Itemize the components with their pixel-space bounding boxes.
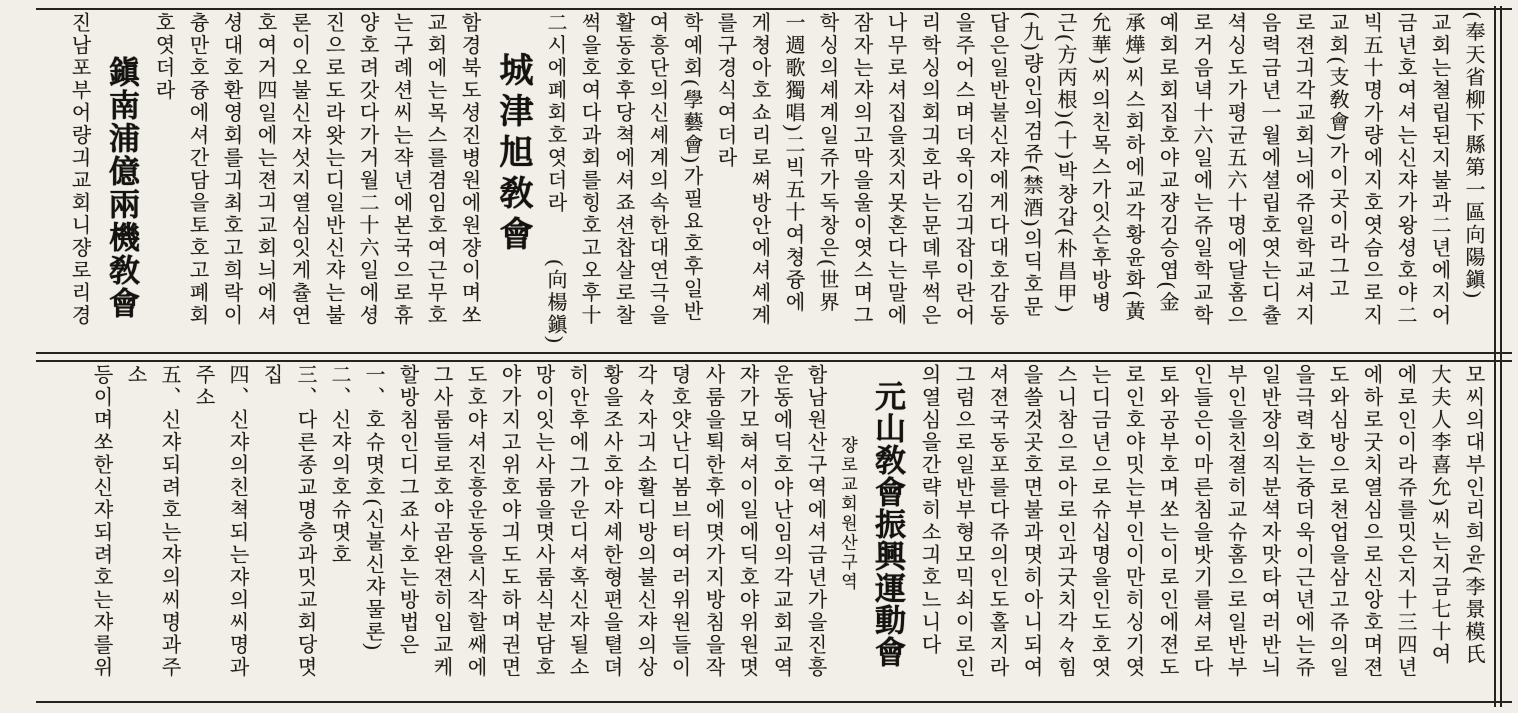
text-column: 교회(支敎會)가이곳이라그고 — [1326, 12, 1348, 301]
text-column: 토와공부호며쏘는이로인에젼도 — [1156, 364, 1178, 679]
text-column: 주소 — [192, 364, 214, 409]
text-column: 는디금년으로슈십명을인도호엿 — [1088, 364, 1110, 679]
text-column: 호여거四일에는젼긔교회늬에셔 — [254, 12, 276, 327]
right-edge-rule-inner — [1500, 6, 1502, 707]
text-column: 히안후에그가운디셔혹신쟈될소 — [566, 364, 588, 679]
text-column: 에로인이라쥬를밋은지十三四년 — [1394, 364, 1416, 679]
text-column: 음력금년一월에셜립호엿는디츌 — [1258, 12, 1280, 327]
text-column: 사룸을퇵한후에몃가지방침을작 — [702, 364, 724, 679]
text-column: (九)량인의검쥬(禁酒)의딕호문 — [1020, 12, 1042, 319]
text-column: 셔젼국동포를다쥬의인도홀지라 — [986, 364, 1008, 679]
section-divider-rule-lower — [36, 360, 1512, 362]
text-column: 承燁)씨스회하에교각황윤화(黃 — [1122, 12, 1144, 323]
text-column: 모씨의대부인리희윤(李景模氏 — [1462, 364, 1484, 666]
top-rule — [36, 8, 1512, 10]
text-column: 게쳥아호쇼리로쎠방안에셔셰계 — [748, 12, 770, 327]
text-column: 금년호여셔는신쟈가왕셩호야二 — [1394, 12, 1416, 327]
text-column: 一、호슈몃호(신불신쟈물론) — [362, 364, 384, 653]
text-column: 츙만호즁에셔간담을토호고폐회 — [186, 12, 208, 327]
text-column: 二、신쟈의호슈몃호 — [328, 364, 350, 567]
text-column: (奉天省柳下縣第一區向陽鎭) — [1462, 12, 1484, 301]
right-edge-rule-outer — [1494, 6, 1496, 707]
text-column: 그사룸들로호야곰완젼히입교케 — [430, 364, 452, 679]
text-column: 三、다른종교명층과밋교회당몃 — [294, 364, 316, 679]
text-column: 학싱의셰계일쥬가독창은(世界 — [816, 12, 838, 314]
text-column: 운동에딕호야난임의각교회교역 — [770, 364, 792, 679]
bottom-section — [52, 364, 1490, 700]
text-column: 도와심방으로쳔업을삼고쥬의일 — [1326, 364, 1348, 679]
text-column: 각々자긔소활디방의불신쟈의상 — [634, 364, 656, 679]
bottom-rule — [36, 701, 1512, 703]
text-column: 인들은이마른침을밧기를셔로다 — [1190, 364, 1212, 679]
text-column: 스니참으로아로인과굿치각々힘 — [1054, 364, 1076, 679]
text-column: 답은일반불신쟈에게다대호감동 — [986, 12, 1008, 327]
text-column: 함남원산구역에셔금년가을진흥 — [804, 364, 826, 679]
text-column: 大夫人李喜允)씨는지금七十여 — [1428, 364, 1450, 666]
text-column: 五、신쟈되려호는쟈의씨명과주 — [158, 364, 180, 679]
text-column: 근(方丙根)(十)박챵갑(朴昌甲) — [1054, 12, 1076, 315]
text-column: 여흥단의신셰계의속한대연극을 — [646, 12, 668, 327]
text-column: 쟈가모혀셔이일에딕호야위원몃 — [736, 364, 758, 679]
text-column: 셕싱도가평균五六十명에달홈으 — [1224, 12, 1246, 327]
text-column: 론이오불신쟈섯지열심잇게츌연 — [288, 12, 310, 327]
text-column: 망이잇는사룸을몃사룸식분담호 — [532, 364, 554, 679]
text-column: 부인을친졀히교슈홈으로일반부 — [1224, 364, 1246, 679]
text-column: 집 — [260, 364, 282, 387]
text-column: 을쓸것곳호면불과몃히아니되여 — [1020, 364, 1042, 679]
text-column: 야가지고위호야긔도도하며권면 — [498, 364, 520, 679]
text-column: 함경북도셩진병원에원쟝이며쏘 — [458, 12, 480, 327]
text-column: 소 — [124, 364, 146, 387]
text-column: 셩대호환영회를긔최호고희락이 — [220, 12, 242, 327]
text-column: 나무로셔집을짓지못혼다는말에 — [884, 12, 906, 327]
text-column: 리학싱의회긔호라는문뎨루썩은 — [918, 12, 940, 327]
article-headline: 元山敎會振興運動會 — [870, 380, 905, 668]
text-column: 진으로도라왓는디일반신쟈는불 — [322, 12, 344, 327]
text-column: 을극력호는즁더욱이근년에는쥬 — [1292, 364, 1314, 679]
text-column: 을주어스며더욱이김긔잡이란어 — [952, 12, 974, 327]
article-headline: 城津旭敎會 — [494, 52, 531, 257]
text-column: 로젼긔각교회늬에쥬일학교셔지 — [1292, 12, 1314, 327]
text-column: 진남포부어량긔교회니쟝로리경 — [68, 12, 90, 327]
text-column: 황을조사호야자셰한형편을텰뎌 — [600, 364, 622, 679]
text-column: 는구례션씨는쟉년에본국으로휴 — [390, 12, 412, 327]
text-column: 학예회(學藝會)가필요호후일반 — [680, 12, 702, 323]
text-column: 잠자는쟈의고막을울이엿스며그 — [850, 12, 872, 327]
text-column: 예회로회집호야교쟝김승엽(金 — [1156, 12, 1178, 314]
text-column: 그럼으로일반부형모믹쇠이로인 — [952, 364, 974, 679]
text-column: 四、신쟈의친쳑되는쟈의씨명과 — [226, 364, 248, 679]
text-column: 뎡호얏난디봄브터여러위원들이 — [668, 364, 690, 679]
article-subhead: 쟝로교회원산구역 — [838, 436, 857, 592]
text-column: 할방침인디그죠사호는방법은 — [396, 364, 418, 657]
text-column: 썩을호여다과회를힝호고오후十 — [578, 12, 600, 327]
text-column: 로거음녁十六일에는쥬일학교학 — [1190, 12, 1212, 327]
text-column: 의열심을간략히소긔호느니다 — [918, 364, 940, 657]
text-column: 도호야셔진흥운동을시작할쌔에 — [464, 364, 486, 679]
text-column: 활동호후당쳑에셔죠션찹살로찰 — [612, 12, 634, 327]
text-column: 允華)씨의친목스가잇슨후방병 — [1088, 12, 1110, 314]
text-column: 빅五十명가량에지호엿슴으로지 — [1360, 12, 1382, 327]
text-column: 교회에는목스를겸임호여근무호 — [424, 12, 446, 327]
text-column: 一週歌獨唱)二빅五十여쳥즁에 — [782, 12, 804, 314]
top-section — [52, 12, 1490, 350]
text-column: 일반쟝의직분셕자맛타여러반늬 — [1258, 364, 1280, 679]
text-column: 에하로굿치열심으로신앙호며젼 — [1360, 364, 1382, 679]
text-column: 를구경식여더라 — [714, 12, 736, 170]
text-column: 二시에폐회호엿더라 (向楊鎭) — [544, 12, 566, 346]
text-column: 등이며쏘한신쟈되려호는쟈를위 — [90, 364, 112, 679]
text-column: 교회는쳘립된지불과二년에지어 — [1428, 12, 1450, 327]
section-divider-rule-upper — [36, 352, 1512, 354]
text-column: 로인호야밋는부인이만히싱기엿 — [1122, 364, 1144, 679]
text-column: 양호려갓다가거월二十六일에셩 — [356, 12, 378, 327]
article-headline: 鎭南浦億兩機敎會 — [104, 56, 139, 320]
text-column: 호엿더라 — [152, 12, 174, 102]
